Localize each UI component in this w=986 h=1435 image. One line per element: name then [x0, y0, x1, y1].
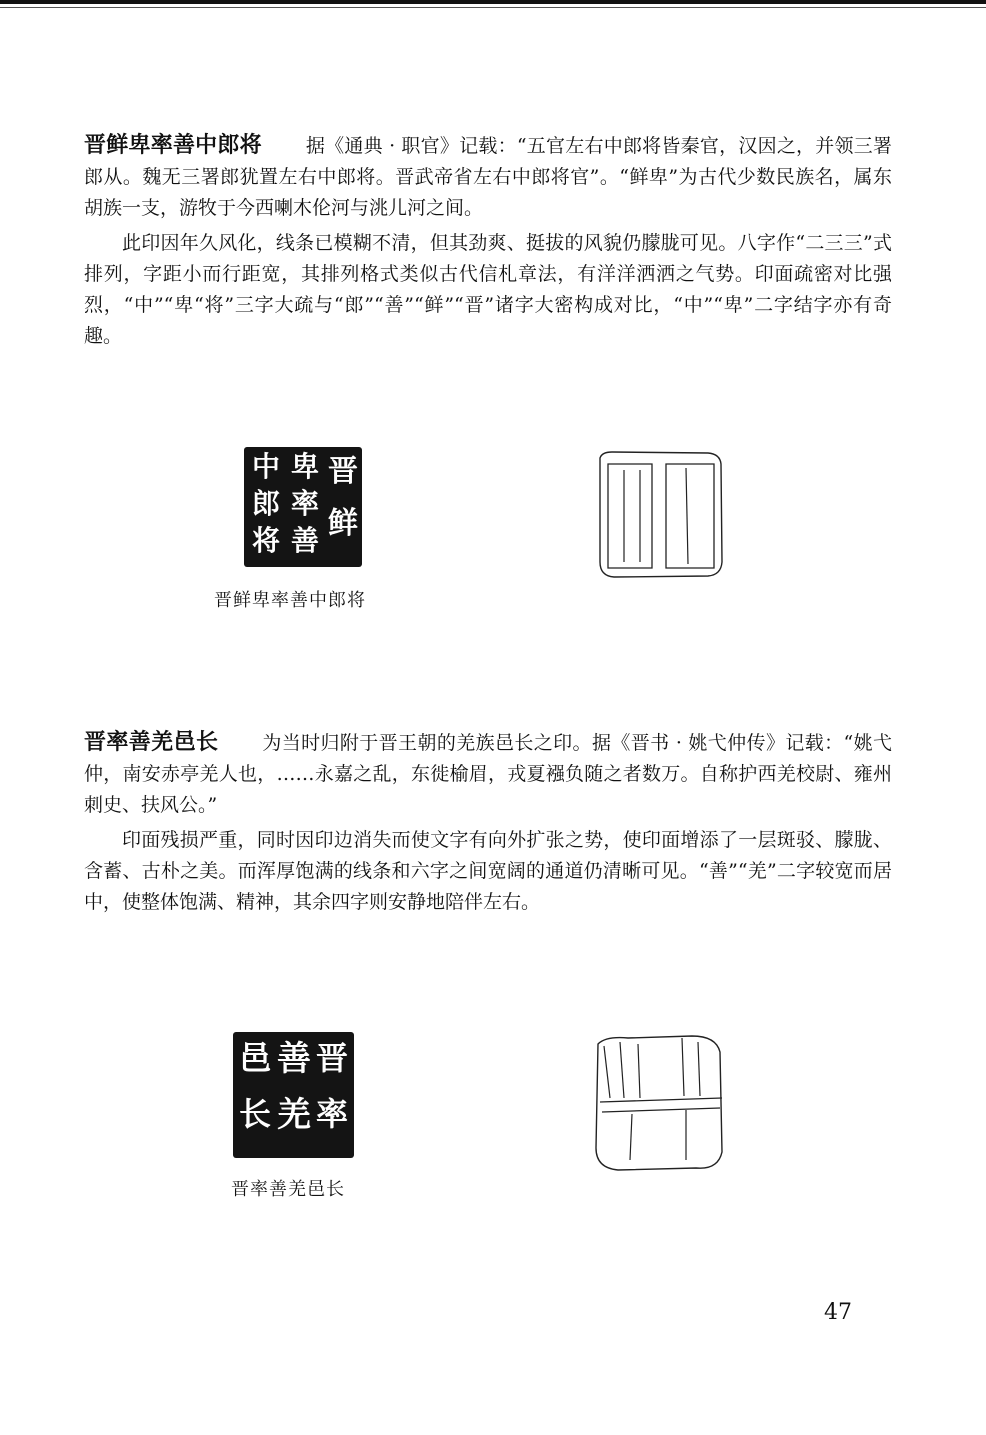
seal-glyph: 晋 [316, 1039, 349, 1077]
seal-glyph: 中 [252, 450, 281, 483]
top-rule [0, 0, 986, 4]
seal-glyph: 善 [291, 524, 320, 557]
entry-heading: 晋鲜卑率善中郎将 [84, 133, 262, 158]
seal-caption: 晋率善羌邑长 [231, 1179, 345, 1200]
seal-glyph: 卑 [291, 450, 320, 483]
top-rule-thin [0, 7, 986, 8]
page-number: 47 [824, 1300, 852, 1325]
seal-glyph: 长 [239, 1095, 272, 1133]
entry-text: 为当时归附于晋王朝的羌族邑长之印。据《晋书 · 姚弋仲传》记载：“姚弋仲，南安赤亭羌人也，……永嘉之乱，东徙榆眉，戎夏襁负随之者数万。自称护西羌校尉、雍州刺史、扶风公。” [84, 732, 892, 816]
seal-glyph: 鲜 [328, 506, 358, 541]
entry-heading: 晋率善羌邑长 [84, 730, 219, 755]
seal-impression-jin-xianbei [244, 447, 362, 567]
seal-glyph: 邑 [239, 1039, 272, 1077]
seal-glyph: 率 [316, 1095, 349, 1133]
entry-paragraph [84, 130, 892, 224]
entry-paragraph: 印面残损严重，同时因印边消失而使文字有向外扩张之势，使印面增添了一层斑驳、朦胧、含蓄、古朴之美。而浑厚饱满的线条和六字之间宽阔的通道仍清晰可见。“善”“羌”二字较宽而居中，使整体饱满、精神，其余四字则安静地陪伴左右。 [84, 829, 892, 913]
entry-jin-qiang [84, 727, 892, 918]
entry-paragraph: 此印因年久风化，线条已模糊不清，但其劲爽、挺拔的风貌仍朦胧可见。八字作“二三三”式排列，字距小而行距宽，其排列格式类似古代信札章法，有洋洋洒洒之气势。印面疏密对比强烈，“中”“卑“将”三字大疏与“郎”“善”“鲜”“晋”诸字大密构成对比，“中”“卑”二字结字亦有奇趣。 [84, 232, 892, 347]
seal-layout-sketch [588, 1028, 730, 1176]
seal-glyph: 羌 [277, 1095, 311, 1135]
entry-jin-xianbei [84, 130, 892, 352]
entry-paragraph [84, 727, 892, 821]
seal-layout-sketch [590, 444, 730, 584]
seal-glyph: 晋 [328, 454, 358, 489]
entry-text: 据《通典 · 职官》记载：“五官左右中郎将皆秦官，汉因之，并领三署郎从。魏无三署郎犹置左右中郎将。晋武帝省左右中郎将官”。“鲜卑”为古代少数民族名，属东胡族一支，游牧于今西喇木伦河与洮儿河之间。 [84, 135, 892, 219]
seal-glyph: 郎 [252, 487, 281, 520]
seal-glyph: 率 [291, 487, 320, 520]
seal-impression-jin-qiang [233, 1032, 354, 1158]
seal-caption: 晋鲜卑率善中郎将 [214, 590, 366, 611]
seal-glyph: 善 [277, 1039, 311, 1079]
seal-glyph: 将 [252, 524, 281, 557]
